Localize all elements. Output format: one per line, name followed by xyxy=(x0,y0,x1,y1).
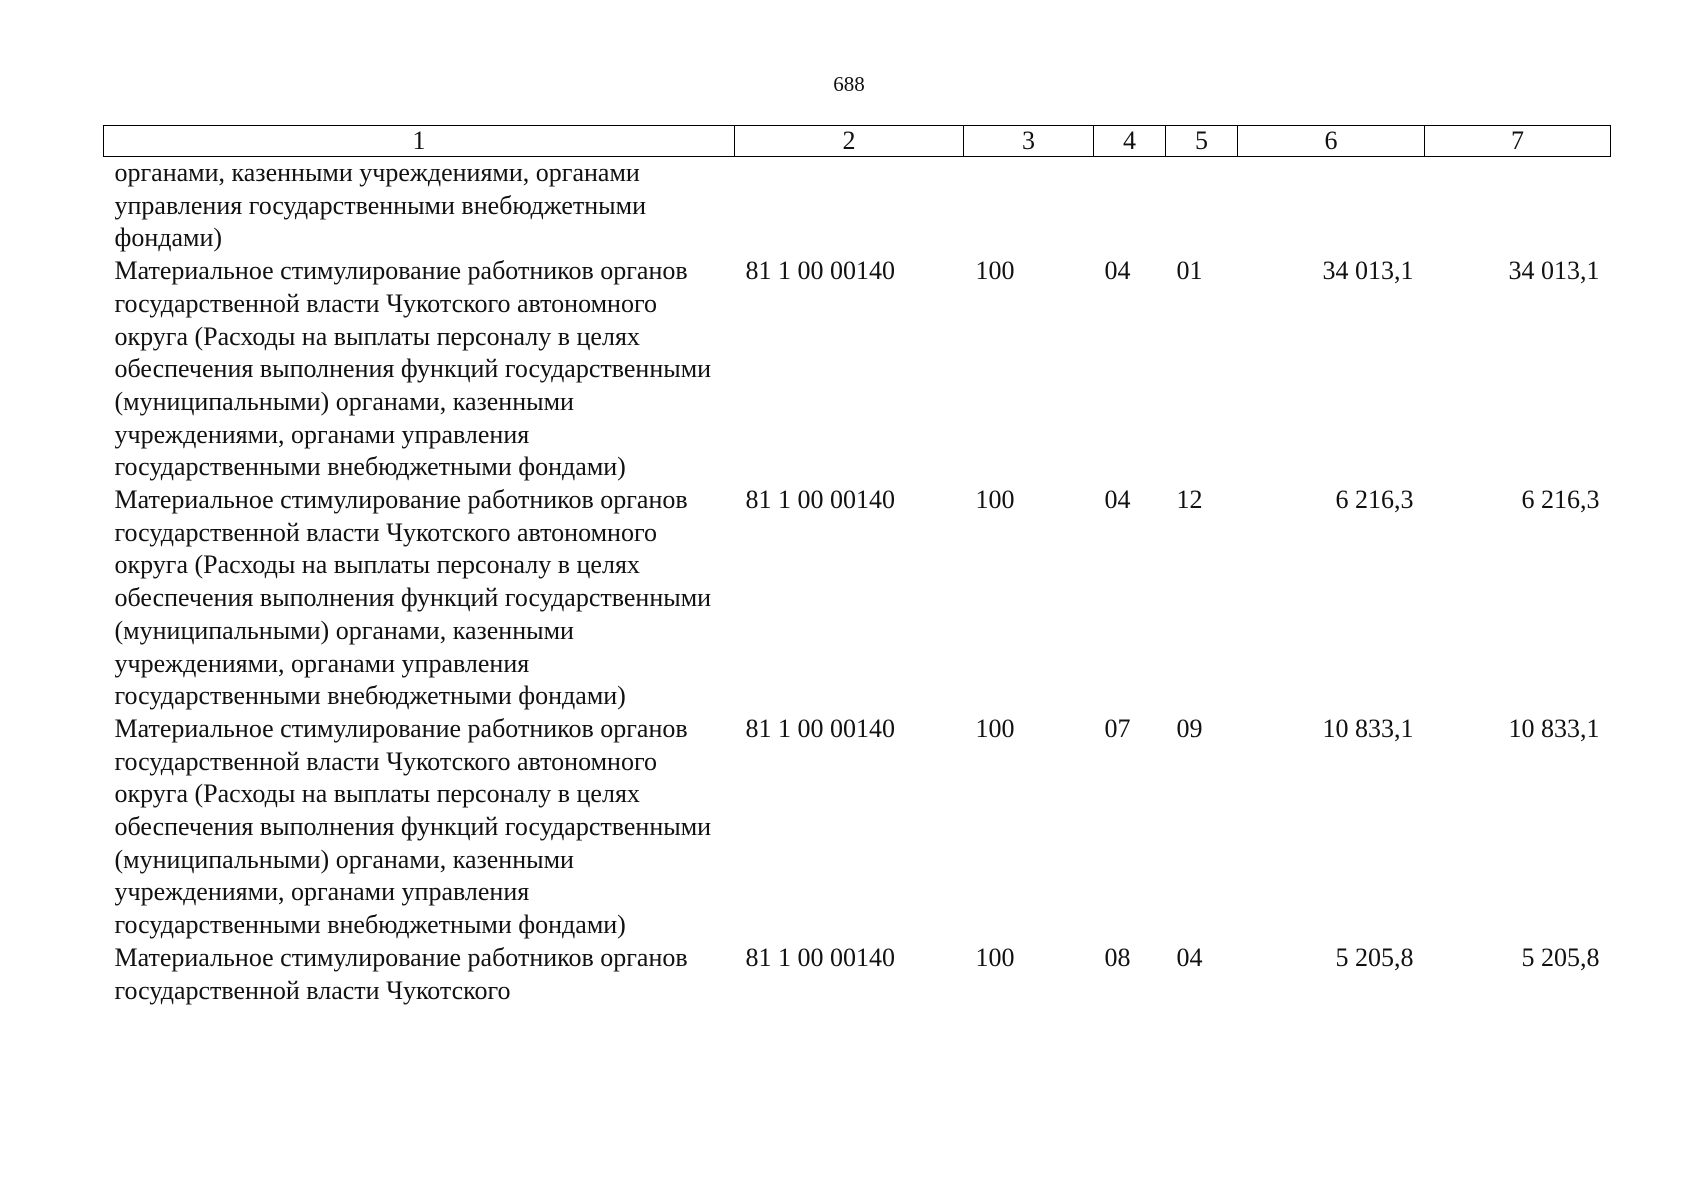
column-header-2: 2 xyxy=(735,126,964,157)
row-subsection: 09 xyxy=(1176,713,1203,743)
row-subsection: 01 xyxy=(1176,256,1203,286)
row-amount-1: 6 216,3 xyxy=(1335,485,1414,515)
row-description: органами, казенными учреждениями, органами управления государственными внебюджетными фондами) xyxy=(114,158,646,253)
row-description: Материальное стимулирование работников органов государственной власти Чукотского автономного округа (Расходы на выплаты персоналу в целях обеспечения выполнения функций государственными (муниципальными) органами, казенными учреждениями, органами управления государственными внебюджетными фондами) xyxy=(114,485,712,711)
row-subsection: 04 xyxy=(1176,942,1203,972)
row-code: 81 1 00 00140 xyxy=(745,713,895,743)
row-expense-type xyxy=(964,157,1094,256)
column-header-6: 6 xyxy=(1238,126,1425,157)
column-header-5: 5 xyxy=(1166,126,1238,157)
row-expense-type: 100 xyxy=(975,485,1015,515)
column-header-7: 7 xyxy=(1425,126,1611,157)
table-row-continuation xyxy=(104,157,1611,256)
row-expense-type: 100 xyxy=(975,713,1015,743)
table-row xyxy=(104,255,1611,484)
row-section: 04 xyxy=(1104,256,1131,286)
row-amount-2: 6 216,3 xyxy=(1521,485,1600,515)
row-expense-type: 100 xyxy=(975,942,1015,972)
column-header-3: 3 xyxy=(964,126,1094,157)
row-code xyxy=(735,157,964,256)
table-row xyxy=(104,713,1611,942)
table-row xyxy=(104,942,1611,1007)
row-code: 81 1 00 00140 xyxy=(745,942,895,972)
row-subsection xyxy=(1166,157,1238,256)
page-number: 688 xyxy=(833,72,865,96)
row-amount-2 xyxy=(1425,157,1611,256)
row-description: Материальное стимулирование работников органов государственной власти Чукотского автономного округа (Расходы на выплаты персоналу в целях обеспечения выполнения функций государственными (муниципальными) органами, казенными учреждениями, органами управления государственными внебюджетными фондами) xyxy=(114,256,712,482)
row-expense-type: 100 xyxy=(975,256,1015,286)
table-header-row xyxy=(104,126,1611,157)
row-amount-1 xyxy=(1238,157,1425,256)
row-description: Материальное стимулирование работников органов государственной власти Чукотского автономного округа (Расходы на выплаты персоналу в целях обеспечения выполнения функций государственными (муниципальными) органами, казенными учреждениями, органами управления государственными внебюджетными фондами) xyxy=(114,713,712,940)
row-subsection: 12 xyxy=(1176,485,1203,515)
row-amount-1: 5 205,8 xyxy=(1335,942,1414,972)
row-amount-2: 34 013,1 xyxy=(1508,256,1600,286)
row-amount-2: 5 205,8 xyxy=(1521,942,1600,972)
row-section: 08 xyxy=(1104,942,1131,972)
row-description: Материальное стимулирование работников органов государственной власти Чукотского xyxy=(114,942,688,1005)
table-row xyxy=(104,484,1611,713)
row-section: 07 xyxy=(1104,713,1131,743)
row-amount-1: 34 013,1 xyxy=(1322,256,1414,286)
row-amount-2: 10 833,1 xyxy=(1508,713,1600,743)
column-header-4: 4 xyxy=(1094,126,1166,157)
row-section xyxy=(1094,157,1166,256)
row-code: 81 1 00 00140 xyxy=(745,256,895,286)
budget-table xyxy=(103,125,1611,1007)
row-amount-1: 10 833,1 xyxy=(1322,713,1414,743)
column-header-1: 1 xyxy=(104,126,735,157)
row-code: 81 1 00 00140 xyxy=(745,485,895,515)
row-section: 04 xyxy=(1104,485,1131,515)
